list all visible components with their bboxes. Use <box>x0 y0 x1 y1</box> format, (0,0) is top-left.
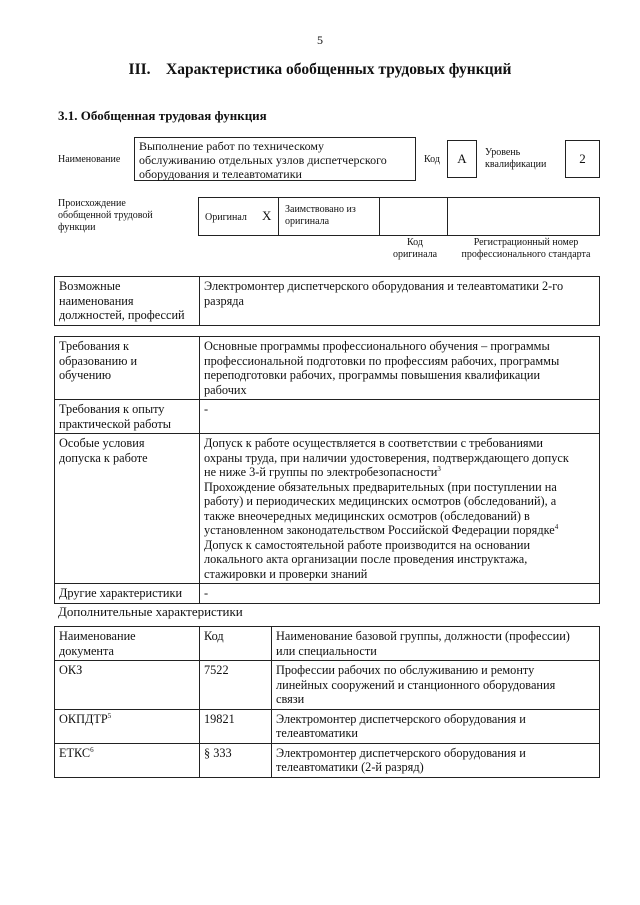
origin-label <box>58 198 153 234</box>
special-line <box>204 523 595 538</box>
special-line: Допуск к работе осуществляется в соответствии с требованиями <box>204 436 543 450</box>
footnote-ref: 5 <box>107 711 112 720</box>
row-doc <box>55 661 200 710</box>
row-doc-text: ЕТКС <box>59 745 91 760</box>
positions-label-line: наименования <box>59 293 134 308</box>
table-row <box>55 337 600 400</box>
education-value-line: переподготовки рабочих, программы повышения квалификации <box>204 368 541 382</box>
origin-label-line: функции <box>58 222 96 233</box>
section-title: III. Характеристика обобщенных трудовых функций <box>128 61 512 78</box>
header-doc-line: документа <box>59 643 114 658</box>
reg-caption <box>450 237 602 261</box>
page-number: 5 <box>317 33 323 47</box>
experience-value: - <box>200 400 600 434</box>
special-label <box>55 434 200 584</box>
code-label: Код <box>424 154 440 165</box>
row-doc-text: ОКЗ <box>59 663 83 677</box>
special-line-text: установленном законодательством Российской Федерации порядке <box>204 523 555 537</box>
additional-title: Дополнительные характеристики <box>58 604 243 619</box>
origin-divider <box>447 198 448 235</box>
row-code: 7522 <box>200 661 272 710</box>
special-line: охраны труда, при наличии удостоверения, подтверждающего допуск <box>204 450 569 465</box>
positions-label-line: должностей, профессий <box>59 308 185 322</box>
code-caption <box>384 237 446 261</box>
origin-label-line: Происхождение <box>58 198 126 209</box>
positions-value <box>200 277 600 326</box>
function-name-line: обслуживанию отдельных узлов диспетчерского <box>139 153 387 167</box>
code-caption-line: Код <box>407 237 423 248</box>
subsection-title: 3.1. Обобщенная трудовая функция <box>58 108 267 123</box>
table-row <box>55 627 600 661</box>
row-doc-text: ОКПДТР <box>59 711 108 726</box>
positions-table <box>54 276 600 326</box>
level-label <box>485 147 546 171</box>
row-name-line: связи <box>276 692 305 706</box>
experience-label <box>55 400 200 434</box>
row-name-line: Профессии рабочих по обслуживанию и ремонту <box>276 663 535 677</box>
special-line: Прохождение обязательных предварительных (при поступлении на <box>204 479 557 494</box>
table-row <box>55 277 600 326</box>
table-row <box>55 584 600 604</box>
row-code: § 333 <box>200 743 272 777</box>
education-value-line: профессиональной подготовки по профессиям рабочих, программы <box>204 353 560 368</box>
level-value: 2 <box>579 151 586 166</box>
row-doc <box>55 709 200 743</box>
special-line: Допуск к самостоятельной работе производится на основании <box>204 537 531 552</box>
function-name-line: оборудования и телеавтоматики <box>139 167 302 181</box>
row-name <box>272 661 600 710</box>
function-name-box <box>134 137 416 181</box>
row-code: 19821 <box>200 709 272 743</box>
reg-caption-line: Регистрационный номер <box>473 237 579 248</box>
original-mark: X <box>262 208 272 223</box>
footnote-ref: 3 <box>437 464 441 473</box>
header-code: Код <box>200 627 272 661</box>
special-label-line: Особые условия <box>59 436 145 450</box>
code-value: A <box>457 151 467 166</box>
header-name-line: Наименование базовой группы, должности (профессии) <box>276 629 570 643</box>
header-doc-line: Наименование <box>59 629 136 643</box>
additional-table <box>54 626 600 778</box>
special-value <box>200 434 600 584</box>
name-label: Наименование <box>58 154 121 165</box>
reg-caption-line: профессионального стандарта <box>461 249 591 260</box>
row-doc <box>55 743 200 777</box>
origin-box <box>198 197 600 236</box>
row-name-line: телеавтоматики <box>276 726 359 740</box>
origin-divider <box>278 198 279 235</box>
special-line <box>204 465 595 480</box>
special-line-text: не ниже 3-й группы по электробезопасности <box>204 465 438 479</box>
positions-label <box>55 277 200 326</box>
origin-label-line: обобщенной трудовой <box>58 210 153 221</box>
row-name <box>272 743 600 777</box>
education-label-line: образованию и <box>59 353 138 368</box>
level-label-line: Уровень <box>485 147 521 158</box>
code-caption-line: оригинала <box>392 249 438 260</box>
table-row <box>55 743 600 777</box>
footnote-ref: 4 <box>554 522 559 531</box>
table-row <box>55 434 600 584</box>
header-name-line: или специальности <box>276 643 377 658</box>
positions-label-line: Возможные <box>59 279 121 293</box>
row-name <box>272 709 600 743</box>
experience-label-line: практической работы <box>59 416 171 431</box>
special-line: работу) и периодических медицинских осмотров (обследований), а <box>204 494 557 508</box>
education-label-line: обучению <box>59 368 112 382</box>
education-value-line: рабочих <box>204 382 247 397</box>
row-name-line: Электромонтер диспетчерского оборудования и <box>276 711 526 726</box>
other-value: - <box>200 584 600 604</box>
table-row <box>55 400 600 434</box>
special-label-line: допуска к работе <box>59 450 148 465</box>
borrowed-label <box>285 204 356 228</box>
education-label-line: Требования к <box>59 339 130 353</box>
row-name-line: телеавтоматики (2-й разряд) <box>276 760 424 774</box>
other-label: Другие характеристики <box>55 584 200 604</box>
footnote-ref: 6 <box>90 745 94 754</box>
positions-value-line: разряда <box>204 293 244 308</box>
original-label: Оригинал <box>205 212 247 223</box>
borrowed-line: оригинала <box>285 216 330 227</box>
special-line: стажировки и проверки знаний <box>204 566 368 581</box>
origin-divider <box>379 198 380 235</box>
table-row <box>55 709 600 743</box>
borrowed-line: Заимствовано из <box>285 204 356 215</box>
row-name-line: линейных сооружений и станционного оборудования <box>276 677 556 692</box>
table-row <box>55 661 600 710</box>
header-name <box>272 627 600 661</box>
row-name-line: Электромонтер диспетчерского оборудования и <box>276 745 526 760</box>
function-name-line: Выполнение работ по техническому <box>139 139 325 153</box>
education-value <box>200 337 600 400</box>
education-label <box>55 337 200 400</box>
level-box <box>565 140 600 178</box>
experience-label-line: Требования к опыту <box>59 402 165 416</box>
header-doc <box>55 627 200 661</box>
education-value-line: Основные программы профессионального обучения – программы <box>204 339 550 353</box>
level-label-line: квалификации <box>485 159 547 170</box>
requirements-table <box>54 336 600 604</box>
special-line: также внеочередных медицинских осмотров (обследований) в <box>204 508 530 523</box>
code-box <box>447 140 477 178</box>
positions-value-line: Электромонтер диспетчерского оборудования и телеавтоматики 2-го <box>204 279 564 293</box>
special-line: локального акта организации после проведения инструктажа, <box>204 552 528 566</box>
